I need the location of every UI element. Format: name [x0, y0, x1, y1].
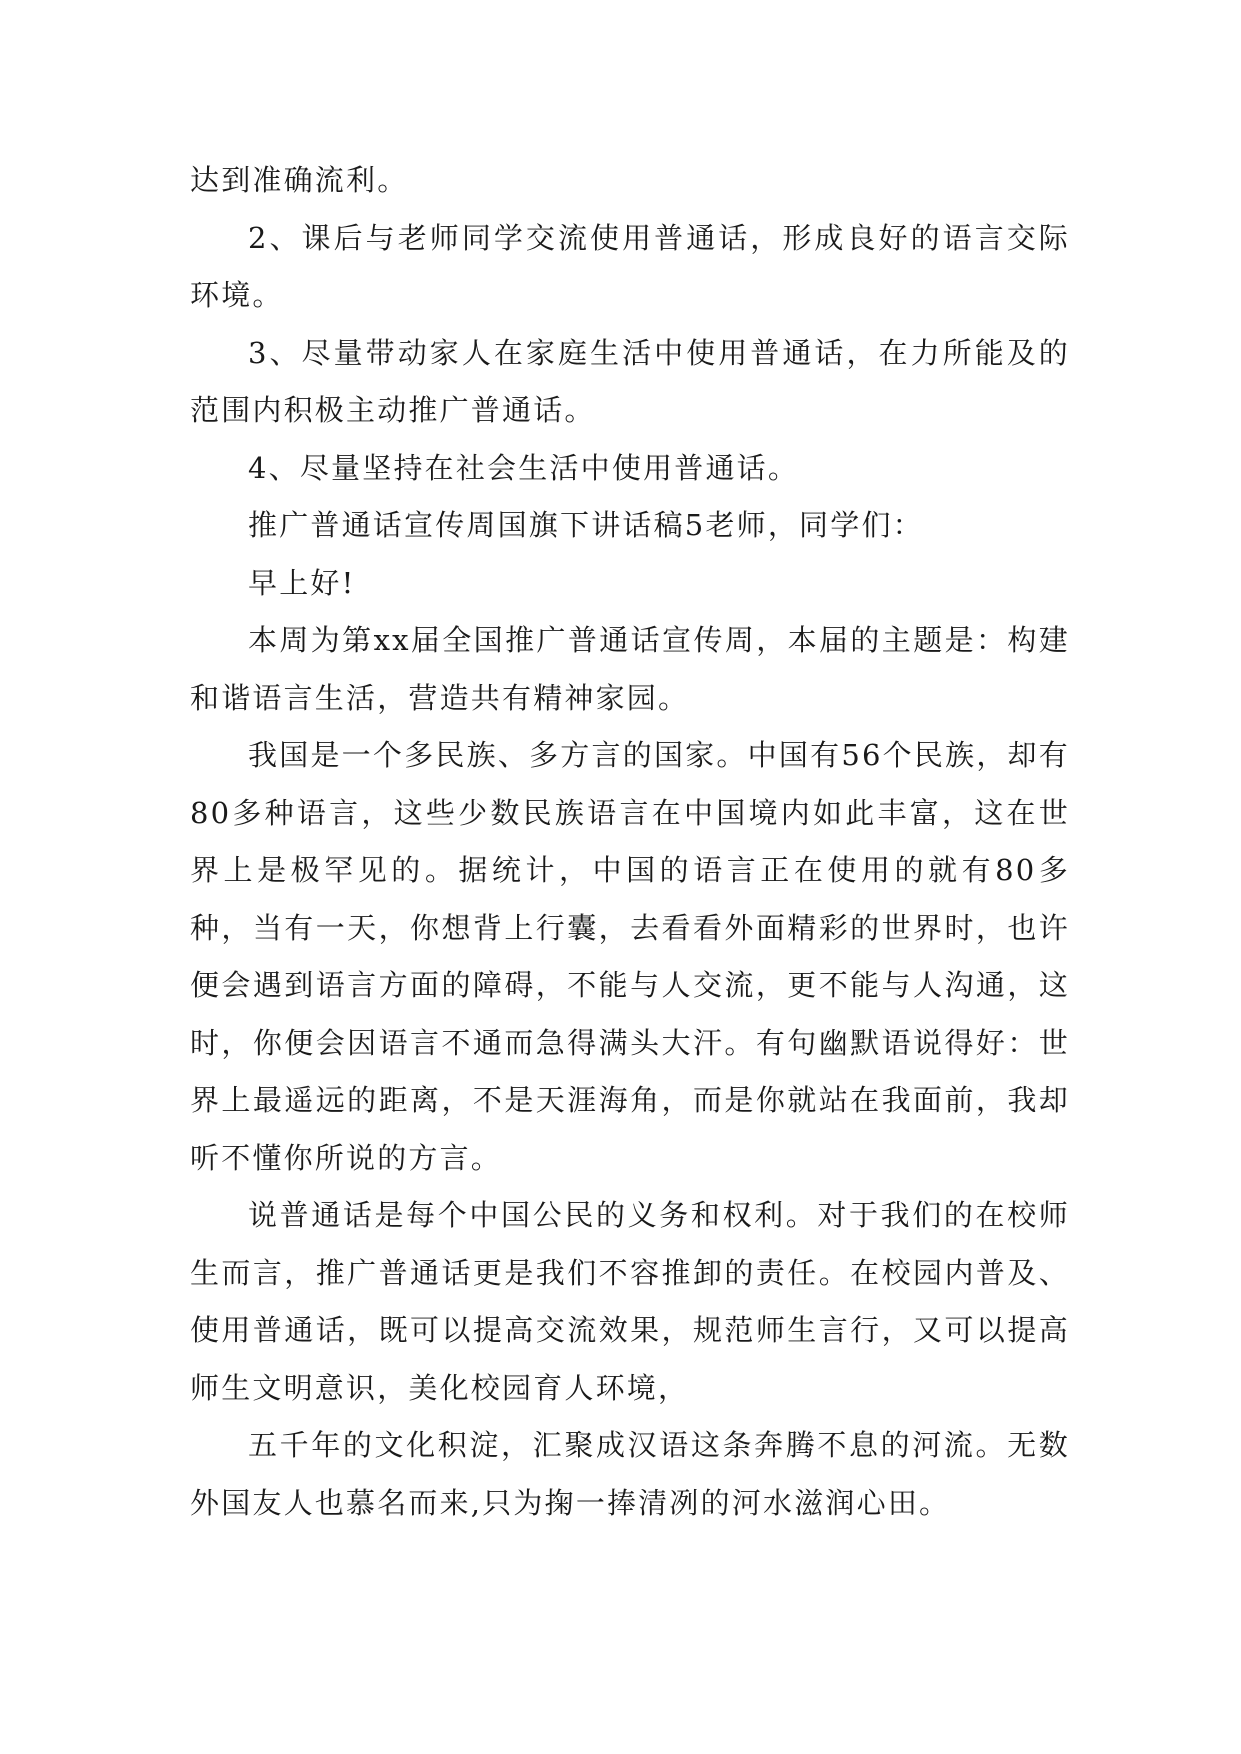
- paragraph-3: 3、尽量带动家人在家庭生活中使用普通话，在力所能及的范围内积极主动推广普通话。: [190, 335, 1070, 427]
- document-body: [190, 152, 1070, 1532]
- paragraph-9: 说普通话是每个中国公民的义务和权利。对于我们的在校师生而言，推广普通话更是我们不容推卸的责任。在校园内普及、使用普通话，既可以提高交流效果，规范师生言行，又可以提高师生文明意识，美化校园育人环境，: [190, 1198, 1070, 1405]
- paragraph-2: 2、课后与老师同学交流使用普通话，形成良好的语言交际环境。: [190, 220, 1070, 312]
- paragraph-1: 达到准确流利。: [190, 163, 409, 197]
- paragraph-4: 4、尽量坚持在社会生活中使用普通话。: [248, 450, 800, 485]
- paragraph-7: 本周为第xx届全国推广普通话宣传周，本届的主题是：构建和谐语言生活，营造共有精神家园。: [190, 623, 1070, 715]
- paragraph-5: 推广普通话宣传周国旗下讲话稿5老师，同学们：: [248, 508, 924, 542]
- paragraph-8: 我国是一个多民族、多方言的国家。中国有56个民族，却有80多种语言，这些少数民族语言在中国境内如此丰富，这在世界上是极罕见的。据统计，中国的语言正在使用的就有80多种，当有一天，你想背上行囊，去看看外面精彩的世界时，也许便会遇到语言方面的障碍，不能与人交流，更不能与人沟通，这时，你便会因语言不通而急得满头大汗。有句幽默语说得好：世界上最遥远的距离，不是天涯海角，而是你就站在我面前，我却听不懂你所说的方言。: [190, 738, 1070, 1175]
- paragraph-6: 早上好!: [248, 565, 356, 600]
- paragraph-10: 五千年的文化积淀，汇聚成汉语这条奔腾不息的河流。无数外国友人也慕名而来,只为掬一捧清冽的河水滋润心田。: [190, 1428, 1070, 1520]
